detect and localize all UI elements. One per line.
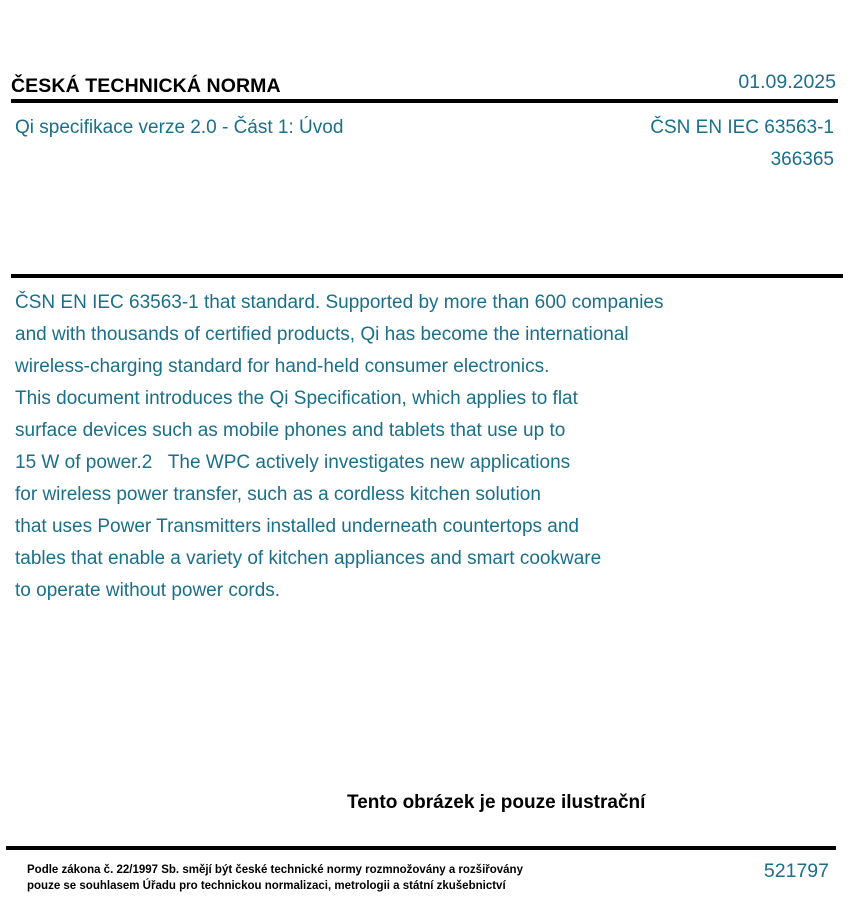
- footer-divider: [6, 846, 836, 850]
- header-divider: [11, 99, 838, 103]
- illustration-note: Tento obrázek je pouze ilustrační: [347, 792, 646, 813]
- body-line: This document introduces the Qi Specification, which applies to flat: [15, 388, 578, 409]
- legal-notice: [27, 862, 523, 894]
- body-line: wireless-charging standard for hand-held consumer electronics.: [15, 356, 550, 377]
- standard-number: ČSN EN IEC 63563-1: [650, 117, 834, 138]
- legal-notice-line: Podle zákona č. 22/1997 Sb. smějí být české technické normy rozmnožovány a rozšiřovány: [27, 864, 523, 876]
- document-title: Qi specifikace verze 2.0 - Část 1: Úvod: [15, 117, 344, 138]
- body-line: ČSN EN IEC 63563-1 that standard. Supported by more than 600 companies: [15, 292, 664, 313]
- body-line: 15 W of power.2 The WPC actively investigates new applications: [15, 452, 571, 473]
- body-text: [15, 287, 815, 607]
- catalog-number: 366365: [770, 149, 834, 170]
- body-line: that uses Power Transmitters installed underneath countertops and: [15, 516, 579, 537]
- norm-type-heading: ČESKÁ TECHNICKÁ NORMA: [11, 75, 281, 97]
- title-divider: [11, 274, 843, 278]
- body-line: for wireless power transfer, such as a cordless kitchen solution: [15, 484, 541, 505]
- body-line: tables that enable a variety of kitchen appliances and smart cookware: [15, 548, 602, 569]
- body-line: to operate without power cords.: [15, 580, 281, 601]
- order-number: 521797: [763, 860, 829, 882]
- body-line: surface devices such as mobile phones and tablets that use up to: [15, 420, 566, 441]
- legal-notice-line: pouze se souhlasem Úřadu pro technickou normalizaci, metrologii a státní zkušebnictví: [27, 880, 506, 892]
- issue-date: 01.09.2025: [738, 71, 836, 93]
- body-line: and with thousands of certified products, Qi has become the international: [15, 324, 629, 345]
